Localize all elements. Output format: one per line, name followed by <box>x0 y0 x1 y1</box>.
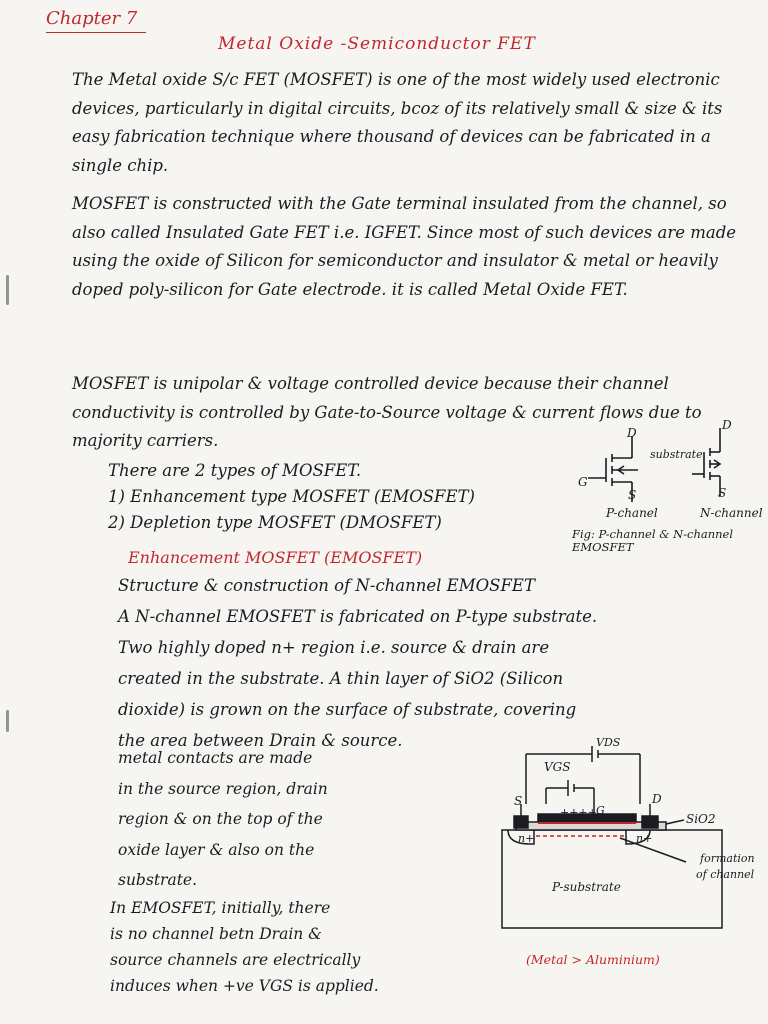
diagram-vgs-label: VGS <box>544 760 571 774</box>
diagram-formation-label: formation <box>700 852 755 865</box>
symbol-n-label: N-channel <box>700 506 763 520</box>
metal-line: metal contacts are made <box>118 749 313 767</box>
types-item: 1) Enhancement type MOSFET (EMOSFET) <box>108 487 475 506</box>
paragraph <box>72 190 762 304</box>
final-text <box>110 895 490 999</box>
paragraph-text: MOSFET is constructed with the Gate terminal insulated from the channel, so also called Insulated Gate FET i.e. IGFET. Since most of such devices are made using the oxide of Silicon for semiconductor and insulator & metal or heavily doped poly-silicon for Gate electrode. it is called Metal Oxide FET. <box>72 194 737 299</box>
types-intro: There are 2 types of MOSFET. <box>108 461 362 480</box>
diagram-sio2-label: SiO2 <box>686 812 716 826</box>
final-line: source channels are electrically <box>110 951 361 969</box>
metal-line: oxide layer & also on the <box>118 840 315 859</box>
structure-line: A N-channel EMOSFET is fabricated on P-type substrate. <box>118 607 598 626</box>
symbol-d-label: D <box>722 418 732 432</box>
metal-line: region & on the top of the <box>118 810 323 828</box>
structure-line: Structure & construction of N-channel EMOSFET <box>118 576 535 595</box>
p-channel-symbol <box>580 430 660 510</box>
section-heading: Enhancement MOSFET (EMOSFET) <box>128 548 423 567</box>
structure-line: the area between Drain & source. <box>118 731 403 750</box>
final-line: induces when +ve VGS is applied. <box>110 977 379 995</box>
paragraph-text: MOSFET is unipolar & voltage controlled device because their channel conductivity is controlled by Gate-to-Source voltage & current flows due to majority carriers. <box>72 374 702 450</box>
diagram-vds-label: VDS <box>596 736 621 749</box>
diagram-nplus-right: n+ <box>636 832 653 845</box>
metal-line: substrate. <box>118 871 198 889</box>
page-title: Metal Oxide -Semiconductor FET <box>218 34 536 54</box>
symbol-caption: Fig: P-channel & N-channel EMOSFET <box>572 527 734 554</box>
diagram-nplus-left: n+ <box>518 832 535 845</box>
final-line: In EMOSFET, initially, there <box>110 899 331 917</box>
diagram-g-label: G <box>596 804 605 817</box>
structure-line: created in the substrate. A thin layer of SiO2 (Silicon <box>118 669 564 688</box>
diagram-substrate-label: P-substrate <box>552 880 621 894</box>
diagram-plus-signs: ++++ <box>560 806 597 819</box>
types-list <box>108 458 568 536</box>
symbol-s-label: S <box>718 486 727 500</box>
symbol-s-label: S <box>628 488 637 502</box>
paragraph-text: The Metal oxide S/c FET (MOSFET) is one of the most widely used electronic devices, particularly in digital circuits, bcoz of its relatively small & size & its easy fabrication technique where thousand of devices can be fabricated in a single chip. <box>72 70 723 175</box>
metal-line: in the source region, drain <box>118 779 328 798</box>
chapter-underline <box>46 32 146 33</box>
margin-mark <box>6 710 9 732</box>
metal-contacts-text <box>118 743 438 896</box>
structure-text <box>118 570 766 756</box>
diagram-d-label: D <box>652 792 662 806</box>
diagram-s-label: S <box>514 794 523 808</box>
symbol-d-label: D <box>627 426 637 440</box>
diagram-note: (Metal > Aluminium) <box>526 952 660 967</box>
symbol-g-label: G <box>578 475 588 489</box>
diagram-channel-label: of channel <box>696 868 755 881</box>
final-line: is no channel betn Drain & <box>110 925 322 943</box>
paragraph <box>72 66 762 180</box>
symbol-p-label: P-chanel <box>606 506 658 520</box>
types-item: 2) Depletion type MOSFET (DMOSFET) <box>108 513 442 532</box>
structure-line: dioxide) is grown on the surface of substrate, covering <box>118 700 577 719</box>
margin-mark <box>6 275 9 305</box>
chapter-label: Chapter 7 <box>46 8 138 29</box>
structure-line: Two highly doped n+ region i.e. source & drain are <box>118 638 550 657</box>
symbol-substrate-label: substrate <box>650 448 703 461</box>
